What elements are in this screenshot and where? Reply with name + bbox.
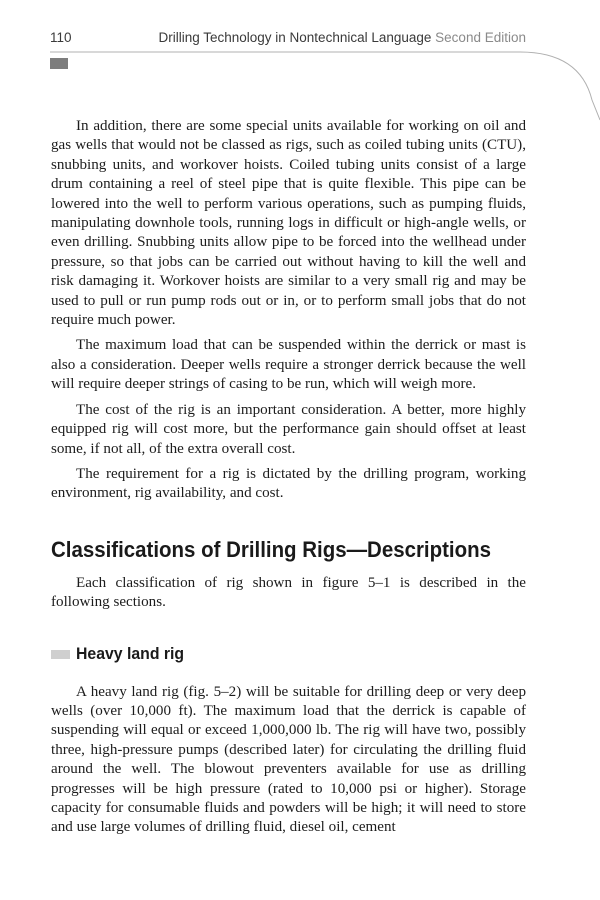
subsection-paragraph: A heavy land rig (fig. 5–2) will be suitable for drilling deep or very deep wells (over 10,000 ft). The maximum load that the derrick is capable of suspending will equal or exceed 1,000,000 lb. The rig will have two, possibly three, high-pressure pumps (described later) for circulating the drilling fluid around the well. The blowout preventers available for use as drilling progresses will be high pressure (rated to 10,000 psi or higher). Storage capacity for consumable fluids and powders will be high; it will need to store and use large volumes of drilling fluid, diesel oil, cement xyxy=(51,683,526,836)
body-paragraph: The requirement for a rig is dictated by the drilling program, working environment, rig availability, and cost. xyxy=(51,465,526,502)
body-paragraph: In addition, there are some special units available for working on oil and gas wells that would not be classed as rigs, such as coiled tubing units (CTU), snubbing units, and workover hoists. Coiled tubing units consist of a large drum containing a reel of steel pipe that is quite flexible. This pipe can be lowered into the well to perform various operations, such as pumping fluids, manipulating downhole tools, running logs in difficult or high-angle wells, or even drilling. Snubbing units allow pipe to be forced into the wellhead under pressure, so that jobs can be carried out without having to kill the well and risk damaging it. Workover hoists are similar to a very small rig and may be used to pull or run pump rods out or in, or to perform small jobs that do not require much power. xyxy=(51,118,526,329)
body-paragraph: The maximum load that can be suspended within the derrick or mast is also a consideration. Deeper wells require a stronger derrick because the well will require deeper strings of casing to be run, which will weigh more. xyxy=(51,337,526,393)
body-paragraph: The cost of the rig is an important consideration. A better, more highly equipped rig will cost more, but the performance gain should offset at least some, if not all, of the extra overall cost. xyxy=(51,401,526,457)
page-body xyxy=(51,117,526,844)
subsection-marker xyxy=(51,650,70,659)
edition-label: Second Edition xyxy=(435,30,526,45)
subsection-heading-row xyxy=(51,643,526,665)
section-intro-paragraph: Each classification of rig shown in figure 5–1 is described in the following sections. xyxy=(51,574,526,611)
section-heading: Classifications of Drilling Rigs—Descriptions xyxy=(51,536,491,562)
subsection-heading: Heavy land rig xyxy=(76,643,185,663)
book-title: Drilling Technology in Nontechnical Language xyxy=(158,30,432,45)
page-number: 110 xyxy=(50,30,72,45)
